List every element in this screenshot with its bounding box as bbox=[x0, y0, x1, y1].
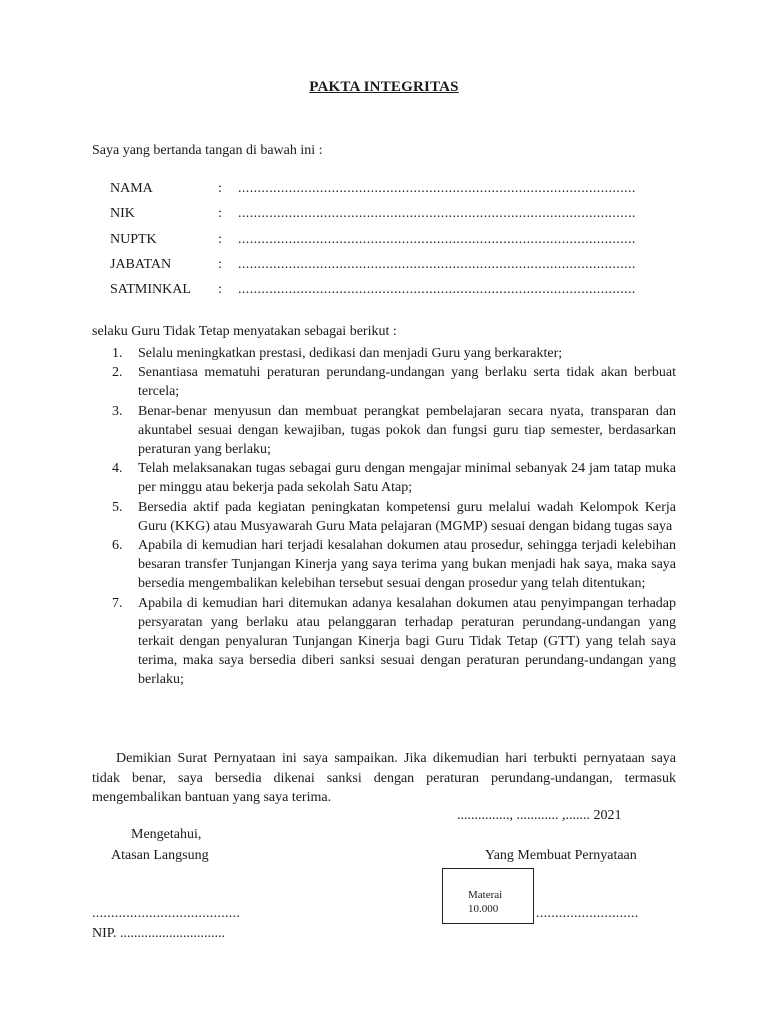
field-label: NIK bbox=[110, 206, 135, 222]
list-item-number: 1. bbox=[112, 346, 123, 361]
list-item-number: 4. bbox=[112, 461, 123, 477]
field-colon: : bbox=[218, 181, 222, 196]
field-colon: : bbox=[218, 256, 222, 272]
document-title: PAKTA INTEGRITAS bbox=[309, 79, 459, 95]
list-item-text: Selalu meningkatkan prestasi, dedikasi dan menjadi Guru yang berkarakter; bbox=[138, 346, 563, 361]
list-item bbox=[92, 344, 676, 363]
list-item-text: Apabila di kemudian hari terjadi kesalahan dokumen atau prosedur, sehingga terjadi kelebihan besaran transfer Tunjangan Kinerja yang saya terima yang bukan menjadi hak saya, maka saya bersedia mengembalikan kelebihan tersebut sesuai dengan prosedur yang telah ditentukan; bbox=[138, 538, 676, 592]
field-label: SATMINKAL bbox=[110, 282, 191, 298]
acknowledged-label: Mengetahui, bbox=[131, 827, 202, 842]
list-item-text: Senantiasa mematuhi peraturan perundang-undangan yang berlaku serta tidak akan berbuat tercela; bbox=[138, 365, 676, 400]
closing-paragraph: Demikian Surat Pernyataan ini saya sampaikan. Jika dikemudian hari terbukti pernyataan saya tidak benar, saya bersedia dikenai sanksi dengan peraturan perundang-undangan, termasuk mengembalikan bantuan yang saya terima. bbox=[92, 751, 676, 805]
statement-lead: selaku Guru Tidak Tetap menyatakan sebagai berikut : bbox=[92, 324, 397, 339]
supervisor-signature-line: ....................................... bbox=[92, 906, 241, 921]
list-item-number: 3. bbox=[112, 403, 123, 419]
list-item-number: 7. bbox=[112, 595, 123, 611]
supervisor-nip: NIP. .............................. bbox=[92, 926, 226, 941]
list-item-number: 2. bbox=[112, 365, 123, 381]
list-item bbox=[92, 363, 676, 401]
date-place-line: ..............., ............ ,....... 2021 bbox=[457, 808, 622, 823]
list-item-text: Benar-benar menyusun dan membuat perangkat pembelajaran secara nyata, transparan dan akuntabel sesuai dengan kewajiban, tugas pokok dan fungsi guru tiap semester, berdasarkan peraturan yang berlaku; bbox=[138, 403, 676, 458]
field-colon: : bbox=[218, 206, 222, 222]
list-item-number: 5. bbox=[112, 499, 123, 515]
declarant-signature-line: ........................... bbox=[536, 906, 639, 921]
list-item bbox=[92, 459, 676, 497]
stamp-duty-label: Materai bbox=[468, 889, 503, 901]
field-label: NAMA bbox=[110, 181, 153, 196]
intro-text: Saya yang bertanda tangan di bawah ini : bbox=[92, 143, 323, 158]
supervisor-title: Atasan Langsung bbox=[111, 848, 209, 863]
field-blank: ...................................................................................................... bbox=[238, 206, 636, 222]
field-colon: : bbox=[218, 231, 222, 247]
list-item-text: Telah melaksanakan tugas sebagai guru dengan mengajar minimal sebanyak 24 jam tatap muka per minggu atau bekerja pada sekolah Satu Atap; bbox=[138, 461, 676, 496]
list-item bbox=[92, 536, 676, 594]
field-blank: ...................................................................................................... bbox=[238, 256, 636, 272]
list-item bbox=[92, 402, 676, 460]
field-blank: ...................................................................................................... bbox=[238, 231, 636, 247]
list-item-text: Apabila di kemudian hari ditemukan adanya kesalahan dokumen atau penyimpangan terhadap persyaratan yang berlaku atau pelanggaran terhadap peraturan perundang-undangan yang terkait dengan penyaluran Tunjangan Kinerja bagi Guru Tidak Tetap (GTT) yang telah saya terima, maka saya bersedia diberi sanksi sesuai dengan peraturan perundang-undangan yang berlaku; bbox=[138, 595, 676, 688]
field-colon: : bbox=[218, 282, 222, 298]
field-blank: ...................................................................................................... bbox=[238, 282, 636, 298]
field-label: JABATAN bbox=[110, 256, 172, 272]
declarant-title: Yang Membuat Pernyataan bbox=[485, 848, 637, 863]
list-item-number: 6. bbox=[112, 538, 123, 554]
stamp-duty-box bbox=[442, 868, 534, 924]
statement-list bbox=[92, 344, 676, 690]
list-item bbox=[92, 498, 676, 536]
list-item-text: Bersedia aktif pada kegiatan peningkatan kompetensi guru melalui wadah Kelompok Kerja Guru (KKG) atau Musyawarah Guru Mata pelajaran (MGMP) sesuai dengan bidang tugas saya bbox=[138, 499, 676, 534]
list-item bbox=[92, 594, 676, 690]
stamp-duty-value: 10.000 bbox=[468, 903, 499, 915]
field-blank: ...................................................................................................... bbox=[238, 181, 636, 196]
field-label: NUPTK bbox=[110, 231, 157, 247]
